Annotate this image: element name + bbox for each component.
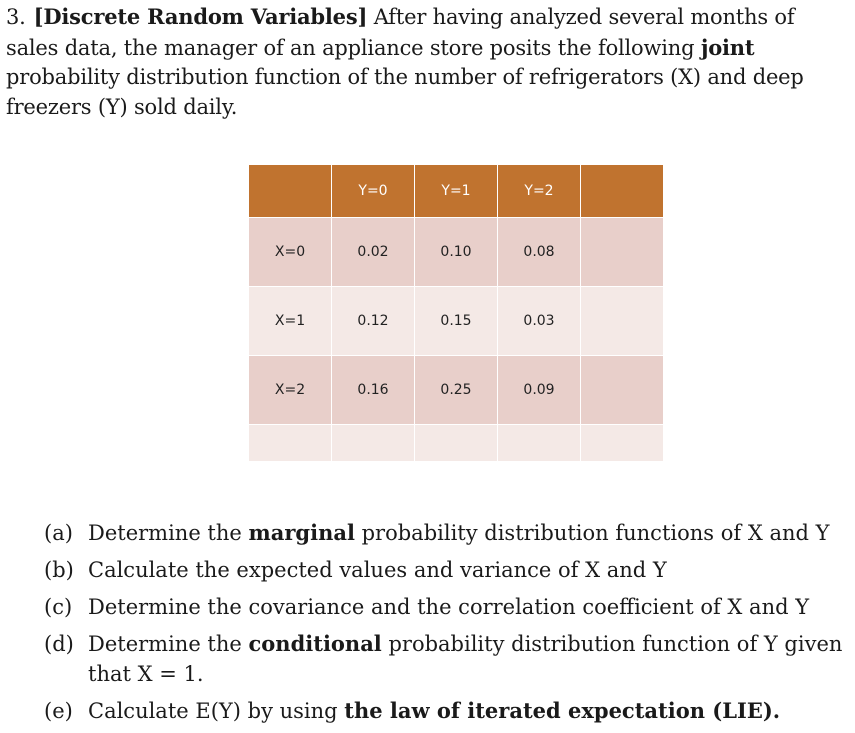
empty-cell	[249, 425, 332, 462]
question-part-c	[0, 592, 855, 622]
part-bold-text: marginal	[248, 520, 355, 545]
table-header-row	[249, 165, 664, 218]
row-label: X=0	[249, 218, 332, 287]
part-marker: (d)	[44, 632, 74, 656]
row-label: X=2	[249, 356, 332, 425]
part-marker: (c)	[44, 595, 73, 619]
table-cell: 0.15	[415, 287, 498, 356]
empty-cell	[581, 425, 664, 462]
part-text: Calculate E(Y) by using	[88, 699, 338, 723]
part-text: Calculate the expected values and variance of X and Y	[88, 558, 667, 582]
table-cell: 0.02	[332, 218, 415, 287]
part-text-post: probability distribution functions of X and Y	[361, 521, 830, 545]
row-label: X=1	[249, 287, 332, 356]
part-text: Determine the covariance and the correlation coefficient of X and Y	[88, 595, 810, 619]
part-marker: (a)	[44, 521, 73, 545]
empty-cell	[581, 287, 664, 356]
table-cell: 0.09	[498, 356, 581, 425]
empty-cell	[415, 425, 498, 462]
part-bold-text: the law of iterated expectation (LIE).	[344, 698, 781, 723]
empty-cell	[581, 218, 664, 287]
header-cell-y1: Y=1	[415, 165, 498, 218]
header-cell-blank	[581, 165, 664, 218]
question-part-d	[0, 629, 855, 689]
problem-intro-bold: joint	[700, 34, 755, 60]
table-row-empty	[249, 425, 664, 462]
table-row-x1	[249, 287, 664, 356]
problem-topic: [Discrete Random Variables]	[33, 4, 368, 29]
part-text: Determine the	[88, 632, 242, 656]
problem-intro-part2: probability distribution function of the number of refrigerators (X) and deep freezers (Y) sold daily.	[6, 65, 804, 119]
part-marker: (e)	[44, 699, 73, 723]
header-cell-y2: Y=2	[498, 165, 581, 218]
problem-number: 3.	[6, 5, 26, 29]
table-cell: 0.10	[415, 218, 498, 287]
question-part-e	[0, 696, 855, 726]
table-cell: 0.08	[498, 218, 581, 287]
joint-probability-table	[249, 165, 664, 462]
problem-intro-part1: After having analyzed several months of sales data, the manager of an appliance store posits the following	[6, 5, 795, 60]
table-row-x2	[249, 356, 664, 425]
empty-cell	[581, 356, 664, 425]
header-cell-corner	[249, 165, 332, 218]
empty-cell	[498, 425, 581, 462]
header-cell-y0: Y=0	[332, 165, 415, 218]
part-text: Determine the	[88, 521, 242, 545]
problem-statement	[6, 2, 851, 122]
table-cell: 0.12	[332, 287, 415, 356]
empty-cell	[332, 425, 415, 462]
part-marker: (b)	[44, 558, 74, 582]
question-part-b	[0, 555, 855, 585]
question-parts-list	[0, 518, 855, 733]
table-cell: 0.25	[415, 356, 498, 425]
table-cell: 0.03	[498, 287, 581, 356]
question-part-a	[0, 518, 855, 548]
part-bold-text: conditional	[248, 631, 382, 656]
part-text-post: probability distribution function of Y given that X = 1.	[88, 632, 843, 686]
table-cell: 0.16	[332, 356, 415, 425]
table-row-x0	[249, 218, 664, 287]
